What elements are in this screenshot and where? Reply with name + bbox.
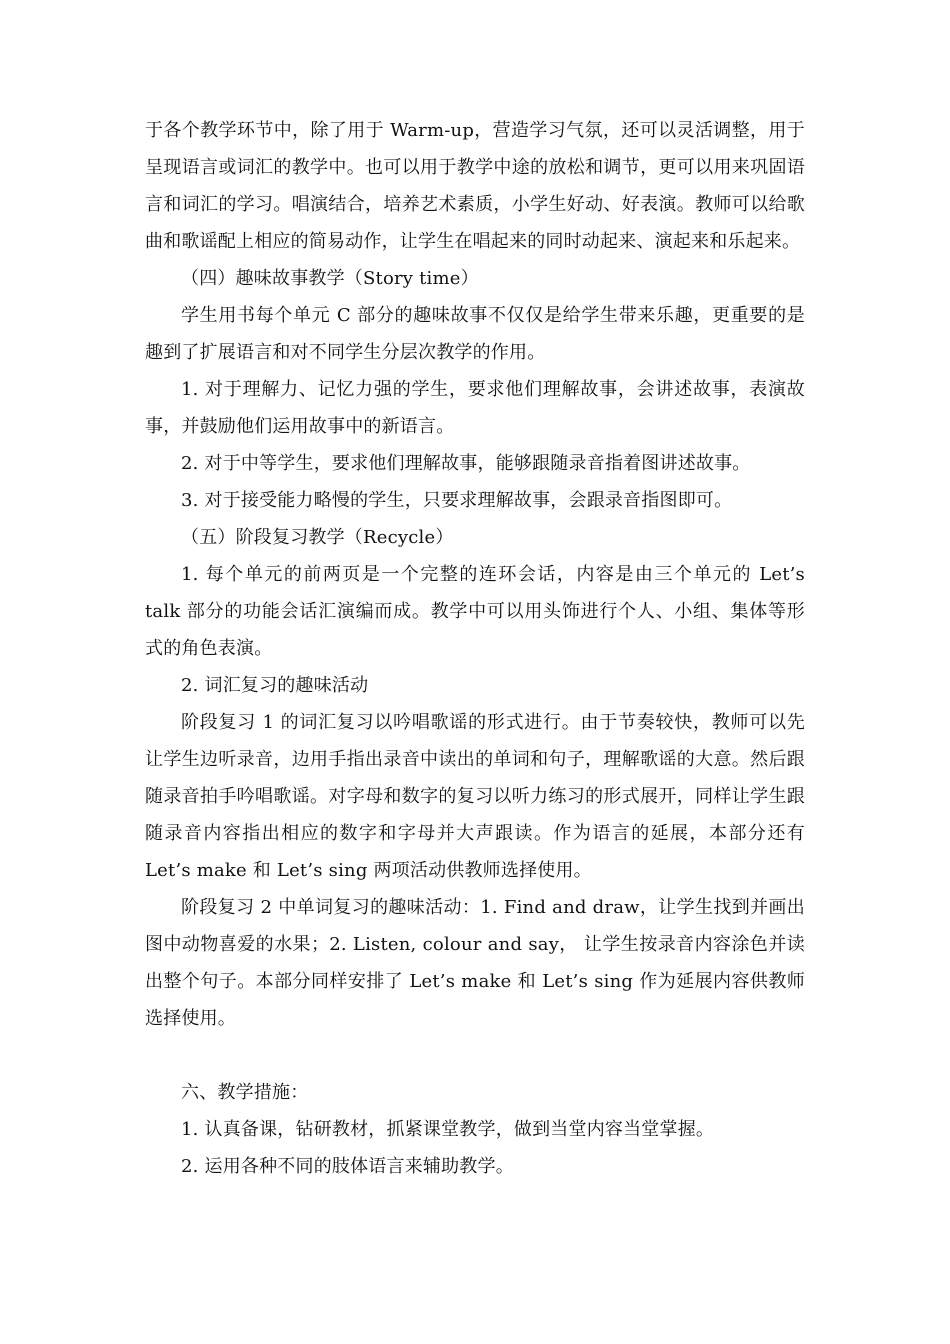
section-title-teaching-measures: 六、教学措施： <box>181 1082 309 1103</box>
measure-item-preparation: 1. 认真备课，钻研教材，抓紧课堂教学，做到当堂内容当堂掌握。 <box>181 1119 715 1140</box>
list-item-average-students: 2. 对于中等学生，要求他们理解故事，能够跟随录音指着图讲述故事。 <box>181 453 751 474</box>
paragraph-recycle-one: 阶段复习 1 的词汇复习以吟唱歌谣的形式进行。由于节奏较快，教师可以先让学生边听录音，边用手指出录音中读出的单词和句子，理解歌谣的大意。然后跟随录音拍手吟唱歌谣。对字母和数字的复习以听力练习的形式展开，同样让学生跟随录音内容指出相应的数字和字母并大声跟读。作为语言的延展，本部分还有 Let’s make 和 Let’s sing 两项活动供教师选择使用。 <box>145 712 805 881</box>
document-body <box>145 112 805 1185</box>
heading-story-time: （四）趣味故事教学（Story time） <box>181 268 479 289</box>
paragraph-story-intro: 学生用书每个单元 C 部分的趣味故事不仅仅是给学生带来乐趣，更重要的是趣到了扩展语言和对不同学生分层次教学的作用。 <box>145 305 805 363</box>
measure-item-body-language: 2. 运用各种不同的肢体语言来辅助教学。 <box>181 1156 514 1177</box>
heading-recycle: （五）阶段复习教学（Recycle） <box>181 527 454 548</box>
list-item-strong-students: 1. 对于理解力、记忆力强的学生，要求他们理解故事，会讲述故事，表演故事，并鼓励他们运用故事中的新语言。 <box>145 379 805 437</box>
paragraph-song-teaching: 于各个教学环节中，除了用于 Warm-up，营造学习气氛，还可以灵活调整，用于呈现语言或词汇的教学中。也可以用于教学中途的放松和调节，更可以用来巩固语言和词汇的学习。唱演结合，培养艺术素质，小学生好动、好表演。教师可以给歌曲和歌谣配上相应的简易动作，让学生在唱起来的同时动起来、演起来和乐起来。 <box>145 120 805 252</box>
section-spacer <box>145 1037 805 1074</box>
list-item-vocabulary-review: 2. 词汇复习的趣味活动 <box>181 675 369 696</box>
paragraph-recycle-two: 阶段复习 2 中单词复习的趣味活动：1. Find and draw，让学生找到并画出图中动物喜爱的水果；2. Listen, colour and say， 让学生按录音内容涂色并读出整个句子。本部分同样安排了 Let’s make 和 Let’s sing 作为延展内容供教师选择使用。 <box>145 897 805 1029</box>
list-item-slower-students: 3. 对于接受能力略慢的学生，只要求理解故事，会跟录音指图即可。 <box>181 490 733 511</box>
list-item-recycle-dialogue: 1. 每个单元的前两页是一个完整的连环会话，内容是由三个单元的 Let’s talk 部分的功能会话汇演编而成。教学中可以用头饰进行个人、小组、集体等形式的角色表演。 <box>145 564 805 659</box>
